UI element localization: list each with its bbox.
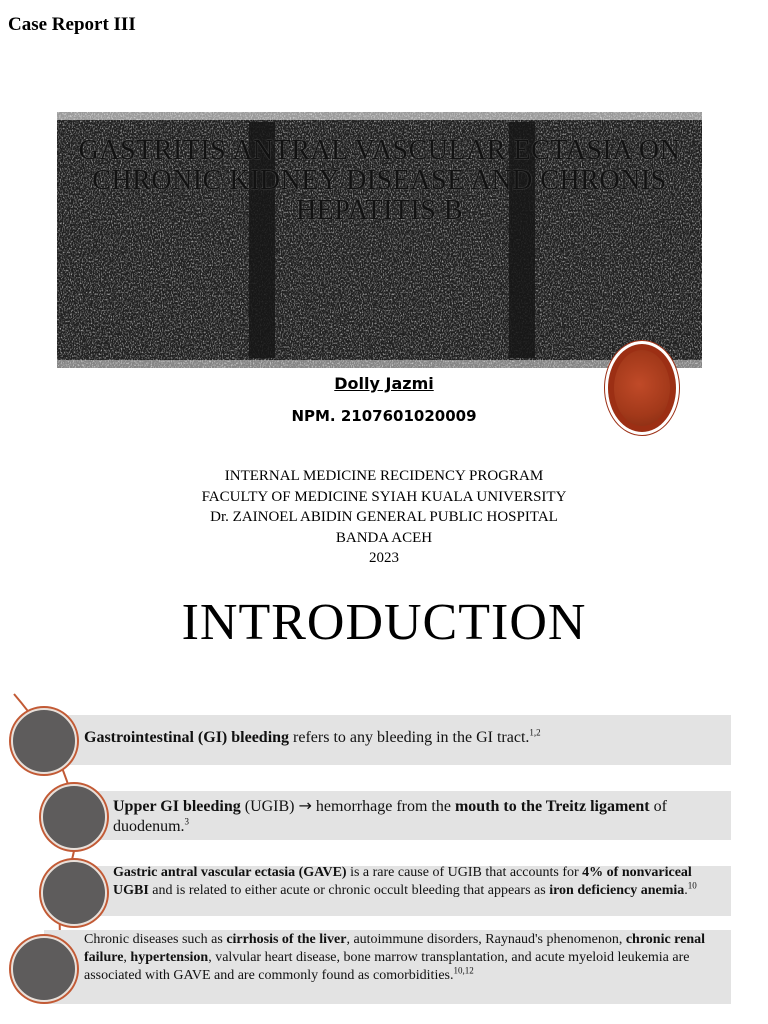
item2-bold2: mouth to the Treitz ligament: [454, 798, 650, 815]
item4-bold1: cirrhosis of the liver: [226, 932, 347, 947]
item3-text3: .: [684, 882, 688, 898]
arrow-icon: →: [298, 796, 312, 815]
list-item: [72, 791, 731, 840]
item4-bold3: hypertension: [130, 950, 209, 965]
list-item: [72, 866, 731, 916]
item4-text3: ,: [123, 950, 131, 965]
item3-text2: and is related to either acute or chronic occult bleeding that appears as: [148, 882, 550, 898]
bullet-circle: [11, 936, 77, 1002]
affiliation-year: 2023: [369, 550, 399, 566]
item4-text2: , autoimmune disorders, Raynaud's phenomenon,: [346, 932, 626, 947]
item3-bold3: iron deficiency anemia: [549, 882, 685, 898]
affiliation-block: [0, 466, 768, 569]
item3-ref: 10: [687, 879, 697, 890]
presentation-title: GASTRITIS ANTRAL VASCULAR ECTASIA ON CHRONIC KIDNEY DISEASE AND CHRONIS HEPATITIS B: [78, 135, 681, 226]
item4-ref: 10,12: [453, 965, 474, 976]
item1-ref: 1,2: [529, 727, 541, 738]
section-heading: INTRODUCTION: [181, 594, 587, 651]
item4-text1: Chronic diseases such as: [84, 932, 227, 947]
page-title: Case Report III: [8, 14, 136, 35]
bullet-circle: [41, 784, 107, 850]
author-npm: NPM. 2107601020009: [291, 407, 477, 425]
list-item: [44, 930, 731, 1004]
list-item: [44, 715, 731, 765]
item3-text1: is a rare cause of UGIB that accounts for: [346, 865, 583, 880]
affiliation-faculty: FACULTY OF MEDICINE SYIAH KUALA UNIVERSITY: [201, 488, 567, 505]
item2-ref: 3: [184, 816, 190, 827]
affiliation-program: INTERNAL MEDICINE RECIDENCY PROGRAM: [224, 468, 544, 484]
author-name: Dolly Jazmi: [334, 374, 434, 393]
item1-bold: Gastrointestinal (GI) bleeding: [84, 729, 290, 746]
bullet-circle: [11, 708, 77, 774]
item1-text: refers to any bleeding in the GI tract.: [289, 729, 530, 746]
item2-text2: hemorrhage from the: [311, 798, 455, 815]
title-banner: [57, 112, 702, 368]
item3-bold1: Gastric antral vascular ectasia (GAVE): [113, 865, 347, 880]
item4-bold2: chronic renal failure: [84, 932, 706, 965]
affiliation-hospital: Dr. ZAINOEL ABIDIN GENERAL PUBLIC HOSPITAL: [210, 509, 558, 525]
affiliation-city: BANDA ACEH: [335, 529, 433, 546]
item3-bold2: 4% of nonvariceal UGBI: [113, 865, 692, 898]
item2-bold: Upper GI bleeding: [113, 798, 241, 815]
bullet-circle: [41, 860, 107, 926]
item4-text4: , valvular heart disease, bone marrow transplantation, and acute myeloid leukemia are associated with GAVE and are commonly found as comorbidities.: [84, 950, 690, 983]
item2-text3: of duodenum.: [113, 798, 667, 835]
item2-text1: (UGIB): [240, 798, 299, 815]
